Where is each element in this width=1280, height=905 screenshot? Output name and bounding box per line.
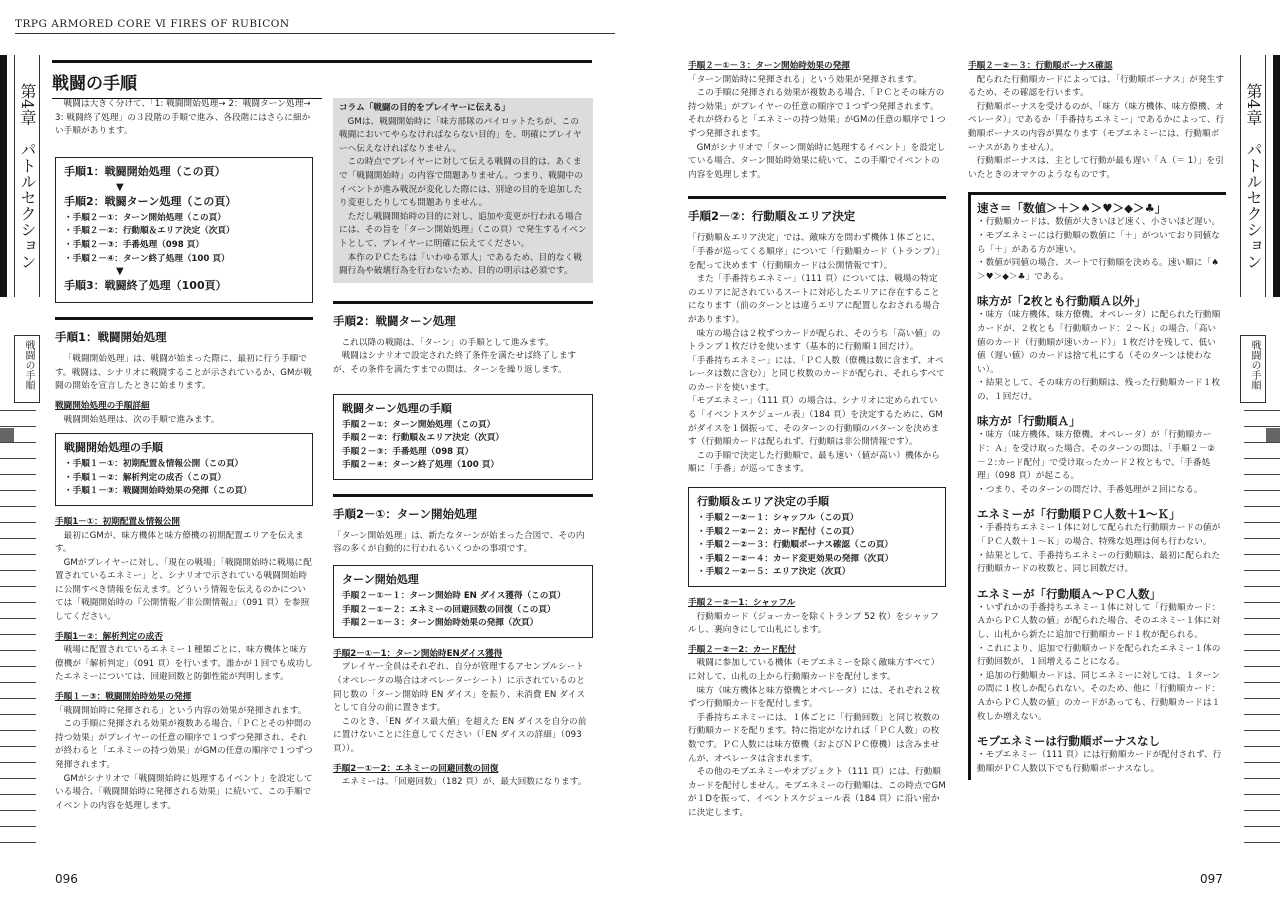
right-section-tab [1240, 335, 1266, 403]
paragraph: 戦闘開始処理は、次の手順で進みます。 [63, 414, 220, 425]
box-item: ・手順２－②－３：行動順ボーナス確認（この頁） [697, 540, 893, 551]
subheading: 戦闘開始処理の手順詳細 [55, 400, 150, 411]
paragraph: GMがシナリオで「ターン開始時に処理するイベント」を設定している場合、ターン開始時効果に続いて、この手順でイベントの内容を処理します。 [688, 142, 946, 180]
left-chapter-tab [14, 55, 40, 297]
column-1 [55, 98, 313, 813]
box-item: ・手順２－②－５：エリア決定（次頁） [697, 567, 851, 578]
rule-heading: モブエネミーは行動順ボーナスなし [977, 734, 1160, 749]
paragraph: 「戦闘開始時に発揮される」という内容の効果が発揮されます。 [55, 705, 307, 716]
rule-line: ・追加の行動順カードは、同じエネミーに対しては、１ターンの間に１枚しか配られない。そのため、他に「行動順カード：ＡからＰＣ人数の値」のカードがあっても、行動順カードは１枚しか増えない。 [977, 670, 1221, 722]
box-item: ・手順１－①：初期配置＆情報公開（この頁） [64, 459, 244, 470]
rule-line: ・味方（味方機体、味方僚機、オペレータ）に配られた行動順カードが、２枚とも「行動順カード：２～Ｋ」の場合、「高い値のカード（行動順が速いカード）」１枚だけを残して、低い値（遅い値）のカードは捨て札にする（そのターンは使わない）。 [977, 310, 1221, 375]
subheading: 手順２－②－2：カード配付 [688, 644, 796, 655]
overview-step2-item: ・手順２－③：手番処理（098 頁） [64, 239, 204, 250]
rule-line: ・味方（味方機体、味方僚機、オペレータ）が「行動順カード：Ａ」を受け取った場合、そのターンの間は、「手順２－②－２:カード配付」で受け取ったカード２枚ともで、「手番処理」（098 頁）が起こる。 [977, 430, 1216, 482]
overview-step2-item: ・手順２－④：ターン終了処理（100 頁） [64, 253, 230, 264]
box-item: 手順２－④：ターン終了処理（100 頁） [342, 460, 499, 471]
overview-step2: 手順2：戦闘ターン処理（この頁） [64, 194, 237, 208]
page-title: 戦闘の手順 [52, 74, 137, 94]
subheading: 手順２－②－３：行動順ボーナス確認 [968, 61, 1113, 71]
box-item: ・手順１－③：戦闘開始時効果の発揮（この頁） [64, 486, 252, 497]
paragraph: 行動順ボーナスは、主として行動が最も遅い「Ａ（＝ 1）」を引いたときのオマケのようなものです。 [968, 156, 1224, 180]
subheading: 手順2－①－1：ターン開始時ENダイス獲得 [333, 648, 503, 659]
running-header [15, 18, 615, 34]
column-paragraph: 本作のＰＣたちは「いわゆる軍人」であるため、目的なく戦闘行為や破壊行為を行わないため、目的の明示は必須です。 [339, 252, 582, 277]
left-index-lines [0, 410, 36, 858]
paragraph: エネミーは、「回避回数」（182 頁）が、最大回数になります。 [341, 777, 587, 788]
paragraph: 最初にGMが、味方機体と味方僚機の初期配置エリアを伝えます。 [55, 530, 304, 555]
turn-procedure-box [333, 394, 593, 480]
order-procedure-box [688, 487, 946, 587]
rule-line: ・行動順カードは、数値が大きいほど速く、小さいほど遅い。 [977, 217, 1221, 228]
subheading: 手順２－①－３：ターン開始時効果の発揮 [688, 61, 850, 71]
rule-heading: エネミーが「行動順ＰＣ人数＋1～Ｋ」 [977, 507, 1181, 522]
right-chapter-tab [1240, 55, 1266, 297]
intro-paragraph: 戦闘は大きく分けて、「1: 戦闘開始処理→ 2：戦闘ターン処理→ 3: 戦闘終了処理」の３段階の手順で進み、各段階にはさらに細かい手順があります。 [55, 99, 311, 137]
rule-heading: エネミーが「行動順Ａ～ＰＣ人数」 [977, 586, 1161, 601]
subheading: 手順1－①：初期配置＆情報公開 [55, 516, 180, 527]
overview-arrow2: ▼ [116, 266, 124, 278]
chapter-label-left: 第4章 パトルセクション [18, 82, 37, 270]
subheading: 手順１－③：戦闘開始時効果の発揮 [55, 692, 192, 703]
column-paragraph: この時点でプレイヤーに対して伝える戦闘の目的は、あくまで「戦闘開始時」の内容で問題ありません。つまり、戦闘中のイベントが進み戦況が変化した際には、別途の目的を追加したり変更したりしても問題ありません。 [339, 157, 583, 209]
paragraph: 行動順カード（ジョーカーを除くトランプ 52 枚）をシャッフルし、裏向きにして山札にします。 [688, 611, 939, 636]
rule-line: ・これにより、追加で行動順カードを配られたエネミー１体の行動回数が、１回増えることになる。 [977, 643, 1221, 668]
paragraph: 味方（味方機体と味方僚機とオペレータ）には、それぞれ２枚ずつ行動順カードを配付します。 [688, 685, 941, 710]
paragraph: GMがシナリオで「戦闘開始時に処理するイベント」を設定している場合、「戦闘開始時に発揮される効果」に続いて、この手順でイベントの内容を処理します。 [55, 773, 313, 811]
page-number-right: 097 [1200, 872, 1223, 886]
paragraph: GMがプレイヤーに対し、「現在の戦場」「戦闘開始時に戦場に配置されているエネミー」と、シナリオで示されている戦闘開始時に公開すべき情報を伝えます。どういう情報を伝えるのかについては「戦闘開始時の『公開情報／非公開情報』」（091 頁）を参照してください。 [55, 557, 312, 623]
section-tab-label-right: 戦闘の手順 [1249, 340, 1260, 390]
rule-line: ・結果として、手番持ちエネミーの行動順は、最初に配られた行動順カードの枚数と、同じ回数だけ。 [977, 550, 1221, 575]
paragraph: 「戦闘開始処理」は、戦闘が始まった際に、最初に行う手順です。戦闘は、シナリオに戦闘することが示されているか、GMが戦闘の開始を宣言したときに始まります。 [55, 354, 312, 392]
overview-box [55, 157, 313, 303]
paragraph: 「ターン開始時に発揮される」という効果が発揮されます。 [688, 74, 922, 85]
paragraph: 戦闘に参加している機体（モブエネミーを除く敵味方すべて）に対して、山札の上から行動順カードを配付します。 [688, 658, 940, 682]
paragraph: 「手番持ちエネミー」には、「ＰＣ人数（僚機は数に含まず、オペレータは数に含む）」と同じ枚数のカードが配られ、それらすべてのカードを使います。 [688, 355, 945, 393]
box-title: 戦闘ターン処理の手順 [342, 401, 452, 415]
rule-line: ・数値が同値の場合、スートで行動順を決める。速い順に「♠＞♥＞◆＞♣」である。 [977, 258, 1220, 282]
title-rule [52, 60, 592, 63]
subheading: 手順1－②：解析判定の成否 [55, 631, 163, 642]
column-title: コラム「戦闘の目的をプレイヤーに伝える」 [339, 103, 511, 113]
overview-step1: 手順1：戦闘開始処理（この頁） [64, 164, 226, 178]
column-paragraph: GMは、戦闘開始時に「味方部隊のパイロットたちが、この戦闘においてやらなければならない目的」を、明確にプレイヤーへ伝えなければなりません。 [339, 116, 582, 154]
column-2 [333, 98, 593, 790]
box-item: 手順２－③：手番処理（098 頁） [342, 446, 474, 457]
overview-arrow1: ▼ [116, 181, 124, 193]
paragraph: 行動順ボーナスを受けるのが、「味方（味方機体、味方僚機、オペレータ）」であるか「手番持ちエネミー」であるかによって、行動順ボーナスの内容が異なります（モブエネミーには、行動順ボーナスがありません）。 [968, 101, 1225, 153]
section-heading: 手順2：戦闘ターン処理 [333, 301, 593, 337]
box-item: ・手順１－②：解析判定の成否（この頁） [64, 472, 226, 483]
rule-line: ・つまり、そのターンの間だけ、手番処理が２回になる。 [977, 484, 1203, 495]
paragraph: 「モブエネミー」（111 頁）の場合は、シナリオに定められている「イベントスケジュール表」（184 頁）を決定するために、GMがダイスを１個振って、そのターンの行動順のパターンを決めます（行動順カードは配られず、行動順は非公開情報です）。 [688, 396, 943, 448]
paragraph: これ以降の戦闘は、「ターン」の手順として進みます。 [341, 337, 554, 348]
subheading: 手順2－①－2：エネミーの回避回数の回復 [333, 763, 499, 774]
paragraph: 配られた行動順カードによっては、「行動順ボーナス」が発生するため、その確認を行います。 [968, 74, 1225, 99]
rule-line: ・モブエネミーには行動順の数値に「＋」がついており同値なら「＋」がある方が速い。 [977, 230, 1220, 255]
left-section-tab [14, 335, 40, 403]
right-black-bar [1273, 55, 1280, 297]
paragraph: このとき、「EN ダイス最大値」を超えた EN ダイスを自分の前に置けないことに注意してください（「EN ダイスの詳細」（093 頁））。 [333, 716, 587, 754]
column-4 [968, 60, 1226, 780]
box-item: 手順２－①：ターン開始処理（この頁） [342, 419, 496, 430]
box-title: 戦闘開始処理の手順 [64, 441, 163, 455]
left-black-bar [0, 55, 7, 297]
paragraph: この手順に発揮される効果が複数ある場合、「ＰＣとその味方の持つ効果」がプレイヤーの任意の順序で１つずつ発揮されます。それが終わると「エネミーの持つ効果」がGMの任意の順序で１つずつ発揮されます。 [688, 88, 946, 139]
section-heading: 手順2－①：ターン開始処理 [333, 494, 593, 530]
chapter-label-right: 第4章 パトルセクション [1244, 82, 1263, 270]
paragraph: 「行動順＆エリア決定」では、敵味方を問わず機体１体ごとに、「手番が巡ってくる順序」について「行動順カード（トランプ）」を配って決めます（行動順カードは公開情報です）。 [688, 233, 945, 271]
rules-box [968, 192, 1226, 780]
box-item: 手順２－①－１：ターン開始時 EN ダイス獲得（この頁） [342, 591, 566, 602]
section-tab-label-left: 戦闘の手順 [23, 340, 34, 390]
header-rule [15, 33, 615, 34]
box-item: ・手順２－②－２：カード配付（この頁） [697, 526, 859, 537]
start-procedure-box [55, 433, 313, 506]
rule-line: ・手番持ちエネミー１体に対して配られた行動順カードの値が「ＰＣ人数＋１～Ｋ」の場合、特殊な処理は何も行わない。 [977, 523, 1221, 548]
overview-step2-item: ・手順２－①：ターン開始処理（この頁） [64, 212, 226, 223]
paragraph: 戦場に配置されているエネミー１種類ごとに、味方機体と味方僚機が「解析判定」（091 頁）を行います。誰かが１回でも成功したエネミーについては、回避回数と防御性能が判明します。 [55, 645, 313, 683]
overview-step3: 手順3：戦闘終了処理（100頁） [64, 279, 227, 293]
rule-line: ・結果として、その味方の行動順は、残った行動順カード１枚の、１回だけ。 [977, 378, 1221, 402]
box-item: 手順２－①－２：エネミーの回避回数の回復（この頁） [342, 604, 556, 615]
box-item: ・手順２－②－１：シャッフル（この頁） [697, 513, 859, 524]
box-item: ・手順２－②－４：カード変更効果の発揮（次頁） [697, 553, 894, 564]
rule-heading: 味方が「行動順Ａ」 [977, 414, 1081, 429]
paragraph: この手順に発揮される効果が複数ある場合、「ＰＣとその仲間の持つ効果」がプレイヤーの任意の順序で１つずつ発揮され、それが終わると「エネミーの持つ効果」がGMの任意の順序で１つずつ発揮されます。 [55, 719, 313, 770]
paragraph: また「手番持ちエネミー」（111 頁）については、戦場の特定のエリアに記されているスートに対応したエリアに存在することになります（前のターンとは違うエリアに配置しなおされる場合があります）。 [688, 274, 940, 325]
box-item: 手順２－①－３：ターン開始時効果の発揮（次頁） [342, 618, 539, 629]
paragraph: 味方の場合は２枚ずつカードが配られ、そのうち「高い値」のトランプ１枚だけを使います（基本的に行動順１回だけ）。 [688, 328, 941, 353]
paragraph: その他のモブエネミーやオブジェクト（111 頁）には、行動順カードを配付しません。モブエネミーの行動順は、この時点でGMが１Dを振って、イベントスケジュール表（184 頁）に沿い密かに決定します。 [688, 767, 946, 818]
paragraph: 「ターン開始処理」は、新たなターンが始まった合図で、その内容の多くが自動的に行われるいくつかの事項です。 [333, 530, 585, 555]
box-title: 行動順＆エリア決定の手順 [697, 495, 829, 509]
box-item: 手順２－②：行動順＆エリア決定（次頁） [342, 433, 504, 444]
page-number-left: 096 [55, 872, 78, 886]
running-title: TRPG ARMORED CORE Ⅵ FIRES OF RUBICON [15, 18, 290, 30]
section-heading: 手順2－②：行動順＆エリア決定 [688, 196, 946, 232]
paragraph: この手順で決定した行動順で、最も速い（値が高い）機体から順に「手番」が巡ってきます。 [688, 450, 940, 475]
column-paragraph: ただし戦闘開始時の目的に対し、追加や変更が行われる場合には、その旨を「ターン開始処理」（この頁）で発生するイベントとして、プレイヤーに明確に伝えてください。 [339, 211, 587, 249]
box-title: ターン開始処理 [342, 573, 419, 587]
paragraph: 戦闘はシナリオで設定された終了条件を満たせば終了しますが、その条件を満たすまでの間は、ターンを繰り返します。 [333, 351, 577, 375]
turn-start-box [333, 565, 593, 638]
column-box [333, 98, 593, 283]
rule-line: ・いずれかの手番持ちエネミー１体に対して「行動順カード：ＡからＰＣ人数の値」が配られた場合、そのエネミー１体に対し、山札から新たに追加で行動順カード１枚が配られる。 [977, 602, 1221, 640]
section-heading: 手順1：戦闘開始処理 [55, 317, 313, 353]
rule-heading: 速さ＝「数値＞＋＞♠＞♥＞◆＞♣」 [977, 201, 1167, 216]
rule-line: ・モブエネミー（111 頁）には行動順カードが配付されず、行動順がＰＣ人数以下でも行動順ボーナスなし。 [977, 750, 1222, 774]
paragraph: 手番持ちエネミーには、１体ごとに「行動回数」と同じ枚数の行動順カードを配ります。特に指定がなければ「ＰＣ人数」の枚数です。ＰＣ人数には味方僚機（およびＮＰＣ僚機）は含みませんが、オペレータは含まれます。 [688, 712, 941, 764]
overview-step2-item: ・手順２－②：行動順＆エリア決定（次頁） [64, 226, 235, 237]
paragraph: プレイヤー全員はそれぞれ、自分が管理するアセンブルシート（オペレータの場合はオペレーターシート）に示されているのと同じ数の「ターン開始時 EN ダイス」を振り、未消費 EN ダイスとして自分の前に置きます。 [333, 662, 586, 714]
column-3 [688, 60, 946, 821]
title-block [52, 60, 592, 99]
right-index-lines [1244, 410, 1280, 858]
rule-heading: 味方が「2枚とも行動順Ａ以外」 [977, 294, 1146, 309]
subheading: 手順２－②－1：シャッフル [688, 598, 796, 608]
